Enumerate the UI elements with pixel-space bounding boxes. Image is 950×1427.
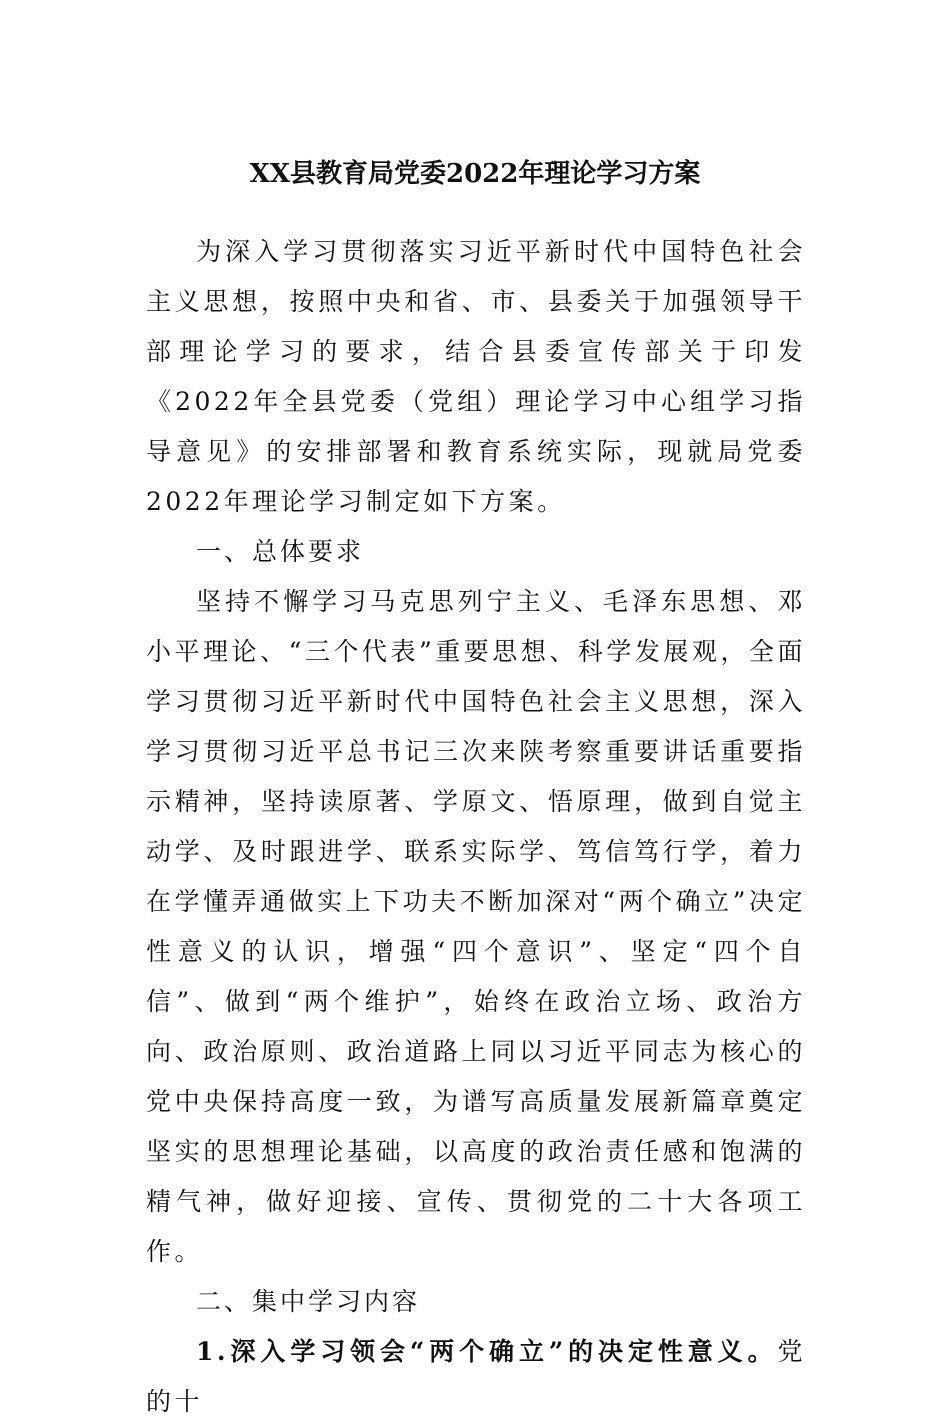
section-heading-study-content: 二、集中学习内容 xyxy=(196,1287,421,1316)
document-body xyxy=(146,227,806,1427)
intro-paragraph: 为深入学习贯彻落实习近平新时代中国特色社会主义思想，按照中央和省、市、县委关于加强领导干部理论学习的要求，结合县委宣传部关于印发《2022年全县党委（党组）理论学习中心组学习指导意见》的安排部署和教育系统实际，现就局党委2022年理论学习制定如下方案。 xyxy=(146,237,806,516)
study-item-1-body: 党的十 xyxy=(146,1337,806,1416)
section-heading-general-requirements: 一、总体要求 xyxy=(196,537,365,566)
study-item-1 xyxy=(146,1327,806,1427)
document-title: XX县教育局党委2022年理论学习方案 xyxy=(249,159,701,189)
study-item-1-lead: 1.深入学习领会“两个确立”的决定性意义。 xyxy=(196,1337,778,1366)
general-requirements-paragraph: 坚持不懈学习马克思列宁主义、毛泽东思想、邓小平理论、“三个代表”重要思想、科学发展观，全面学习贯彻习近平新时代中国特色社会主义思想，深入学习贯彻习近平总书记三次来陕考察重要讲话重要指示精神，坚持读原著、学原文、悟原理，做到自觉主动学、及时跟进学、联系实际学、笃信笃行学，着力在学懂弄通做实上下功夫不断加深对“两个确立”决定性意义的认识，增强“四个意识”、坚定“四个自信”、做到“两个维护”，始终在政治立场、政治方向、政治原则、政治道路上同以习近平同志为核心的党中央保持高度一致，为谱写高质量发展新篇章奠定坚实的思想理论基础，以高度的政治责任感和饱满的精气神，做好迎接、宣传、贯彻党的二十大各项工作。 xyxy=(146,587,806,1266)
